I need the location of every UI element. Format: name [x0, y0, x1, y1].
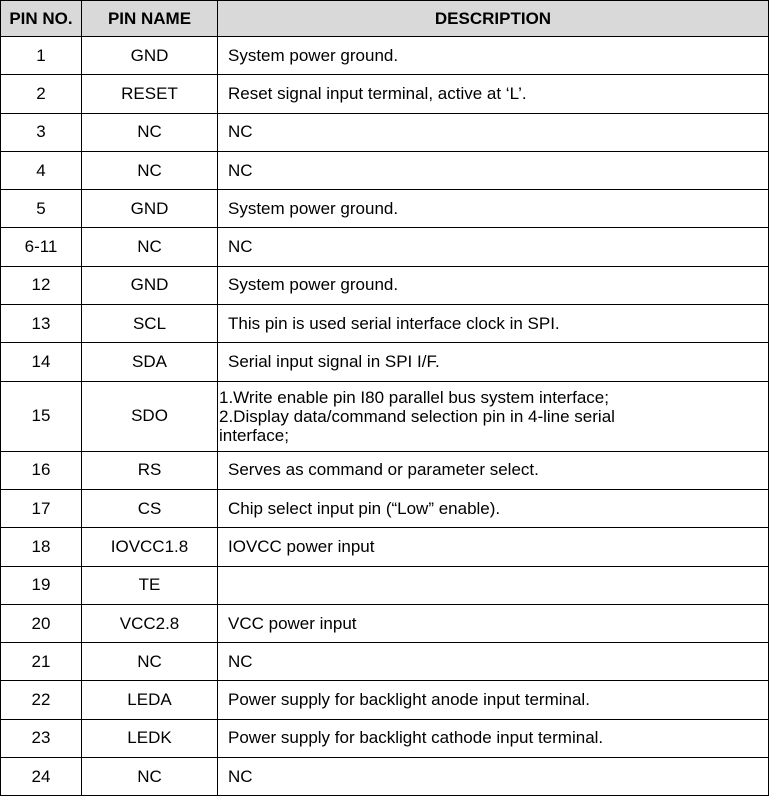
table-row [1, 489, 769, 527]
pin-name-cell: IOVCC1.8 [82, 528, 218, 566]
description-cell: NC [218, 758, 769, 796]
pin-number-cell: 24 [1, 758, 82, 796]
table-row [1, 381, 769, 451]
pin-number-cell: 4 [1, 151, 82, 189]
table-row [1, 266, 769, 304]
description-cell: System power ground. [218, 266, 769, 304]
description-cell: Serial input signal in SPI I/F. [218, 343, 769, 381]
description-cell: NC [218, 113, 769, 151]
pin-name-cell: LEDK [82, 719, 218, 757]
header-pin-name: PIN NAME [82, 1, 218, 37]
pin-number-cell: 22 [1, 681, 82, 719]
description-cell: Power supply for backlight cathode input terminal. [218, 719, 769, 757]
table-row [1, 305, 769, 343]
header-pin-no: PIN NO. [1, 1, 82, 37]
pin-number-cell: 18 [1, 528, 82, 566]
pin-number-cell: 23 [1, 719, 82, 757]
pin-number-cell: 20 [1, 604, 82, 642]
description-cell [218, 381, 769, 451]
description-cell: System power ground. [218, 37, 769, 75]
table-row [1, 604, 769, 642]
pin-number-cell: 21 [1, 643, 82, 681]
pin-number-cell: 17 [1, 489, 82, 527]
pin-name-cell: CS [82, 489, 218, 527]
table-row [1, 113, 769, 151]
table-row [1, 343, 769, 381]
table-row [1, 528, 769, 566]
description-cell: NC [218, 643, 769, 681]
description-line: 1.Write enable pin I80 parallel bus system interface; [219, 387, 609, 407]
table-row [1, 566, 769, 604]
pin-name-cell: LEDA [82, 681, 218, 719]
header-description: DESCRIPTION [218, 1, 769, 37]
table-row [1, 451, 769, 489]
pin-number-cell: 1 [1, 37, 82, 75]
pin-name-cell: NC [82, 113, 218, 151]
table-row [1, 151, 769, 189]
pin-number-cell: 12 [1, 266, 82, 304]
description-cell: System power ground. [218, 190, 769, 228]
pin-name-cell: GND [82, 266, 218, 304]
table-row [1, 719, 769, 757]
pin-name-cell: NC [82, 758, 218, 796]
pin-number-cell: 16 [1, 451, 82, 489]
table-row [1, 190, 769, 228]
description-cell [218, 566, 769, 604]
pin-number-cell: 15 [1, 381, 82, 451]
table-row [1, 37, 769, 75]
description-line: 2.Display data/command selection pin in 4-line serial [219, 406, 615, 426]
table-row [1, 75, 769, 113]
pin-number-cell: 19 [1, 566, 82, 604]
description-line: interface; [219, 425, 289, 445]
pin-name-cell: RESET [82, 75, 218, 113]
pin-name-cell: RS [82, 451, 218, 489]
pin-number-cell: 13 [1, 305, 82, 343]
description-cell: VCC power input [218, 604, 769, 642]
pin-name-cell: NC [82, 151, 218, 189]
pin-name-cell: SCL [82, 305, 218, 343]
description-cell: NC [218, 228, 769, 266]
pin-number-cell: 3 [1, 113, 82, 151]
pin-name-cell: SDO [82, 381, 218, 451]
description-cell: Power supply for backlight anode input terminal. [218, 681, 769, 719]
description-cell: Reset signal input terminal, active at ‘L’. [218, 75, 769, 113]
table-row [1, 681, 769, 719]
pin-name-cell: SDA [82, 343, 218, 381]
pin-number-cell: 14 [1, 343, 82, 381]
pin-name-cell: NC [82, 228, 218, 266]
header-row [1, 1, 769, 37]
description-cell: NC [218, 151, 769, 189]
table-row [1, 643, 769, 681]
description-cell: IOVCC power input [218, 528, 769, 566]
table-row [1, 228, 769, 266]
pin-number-cell: 2 [1, 75, 82, 113]
description-cell: Serves as command or parameter select. [218, 451, 769, 489]
pin-name-cell: GND [82, 190, 218, 228]
pin-name-cell: NC [82, 643, 218, 681]
pin-name-cell: VCC2.8 [82, 604, 218, 642]
pin-name-cell: GND [82, 37, 218, 75]
description-cell: This pin is used serial interface clock in SPI. [218, 305, 769, 343]
pin-number-cell: 6-11 [1, 228, 82, 266]
pin-name-cell: TE [82, 566, 218, 604]
table-row [1, 758, 769, 796]
pin-number-cell: 5 [1, 190, 82, 228]
description-cell: Chip select input pin (“Low” enable). [218, 489, 769, 527]
